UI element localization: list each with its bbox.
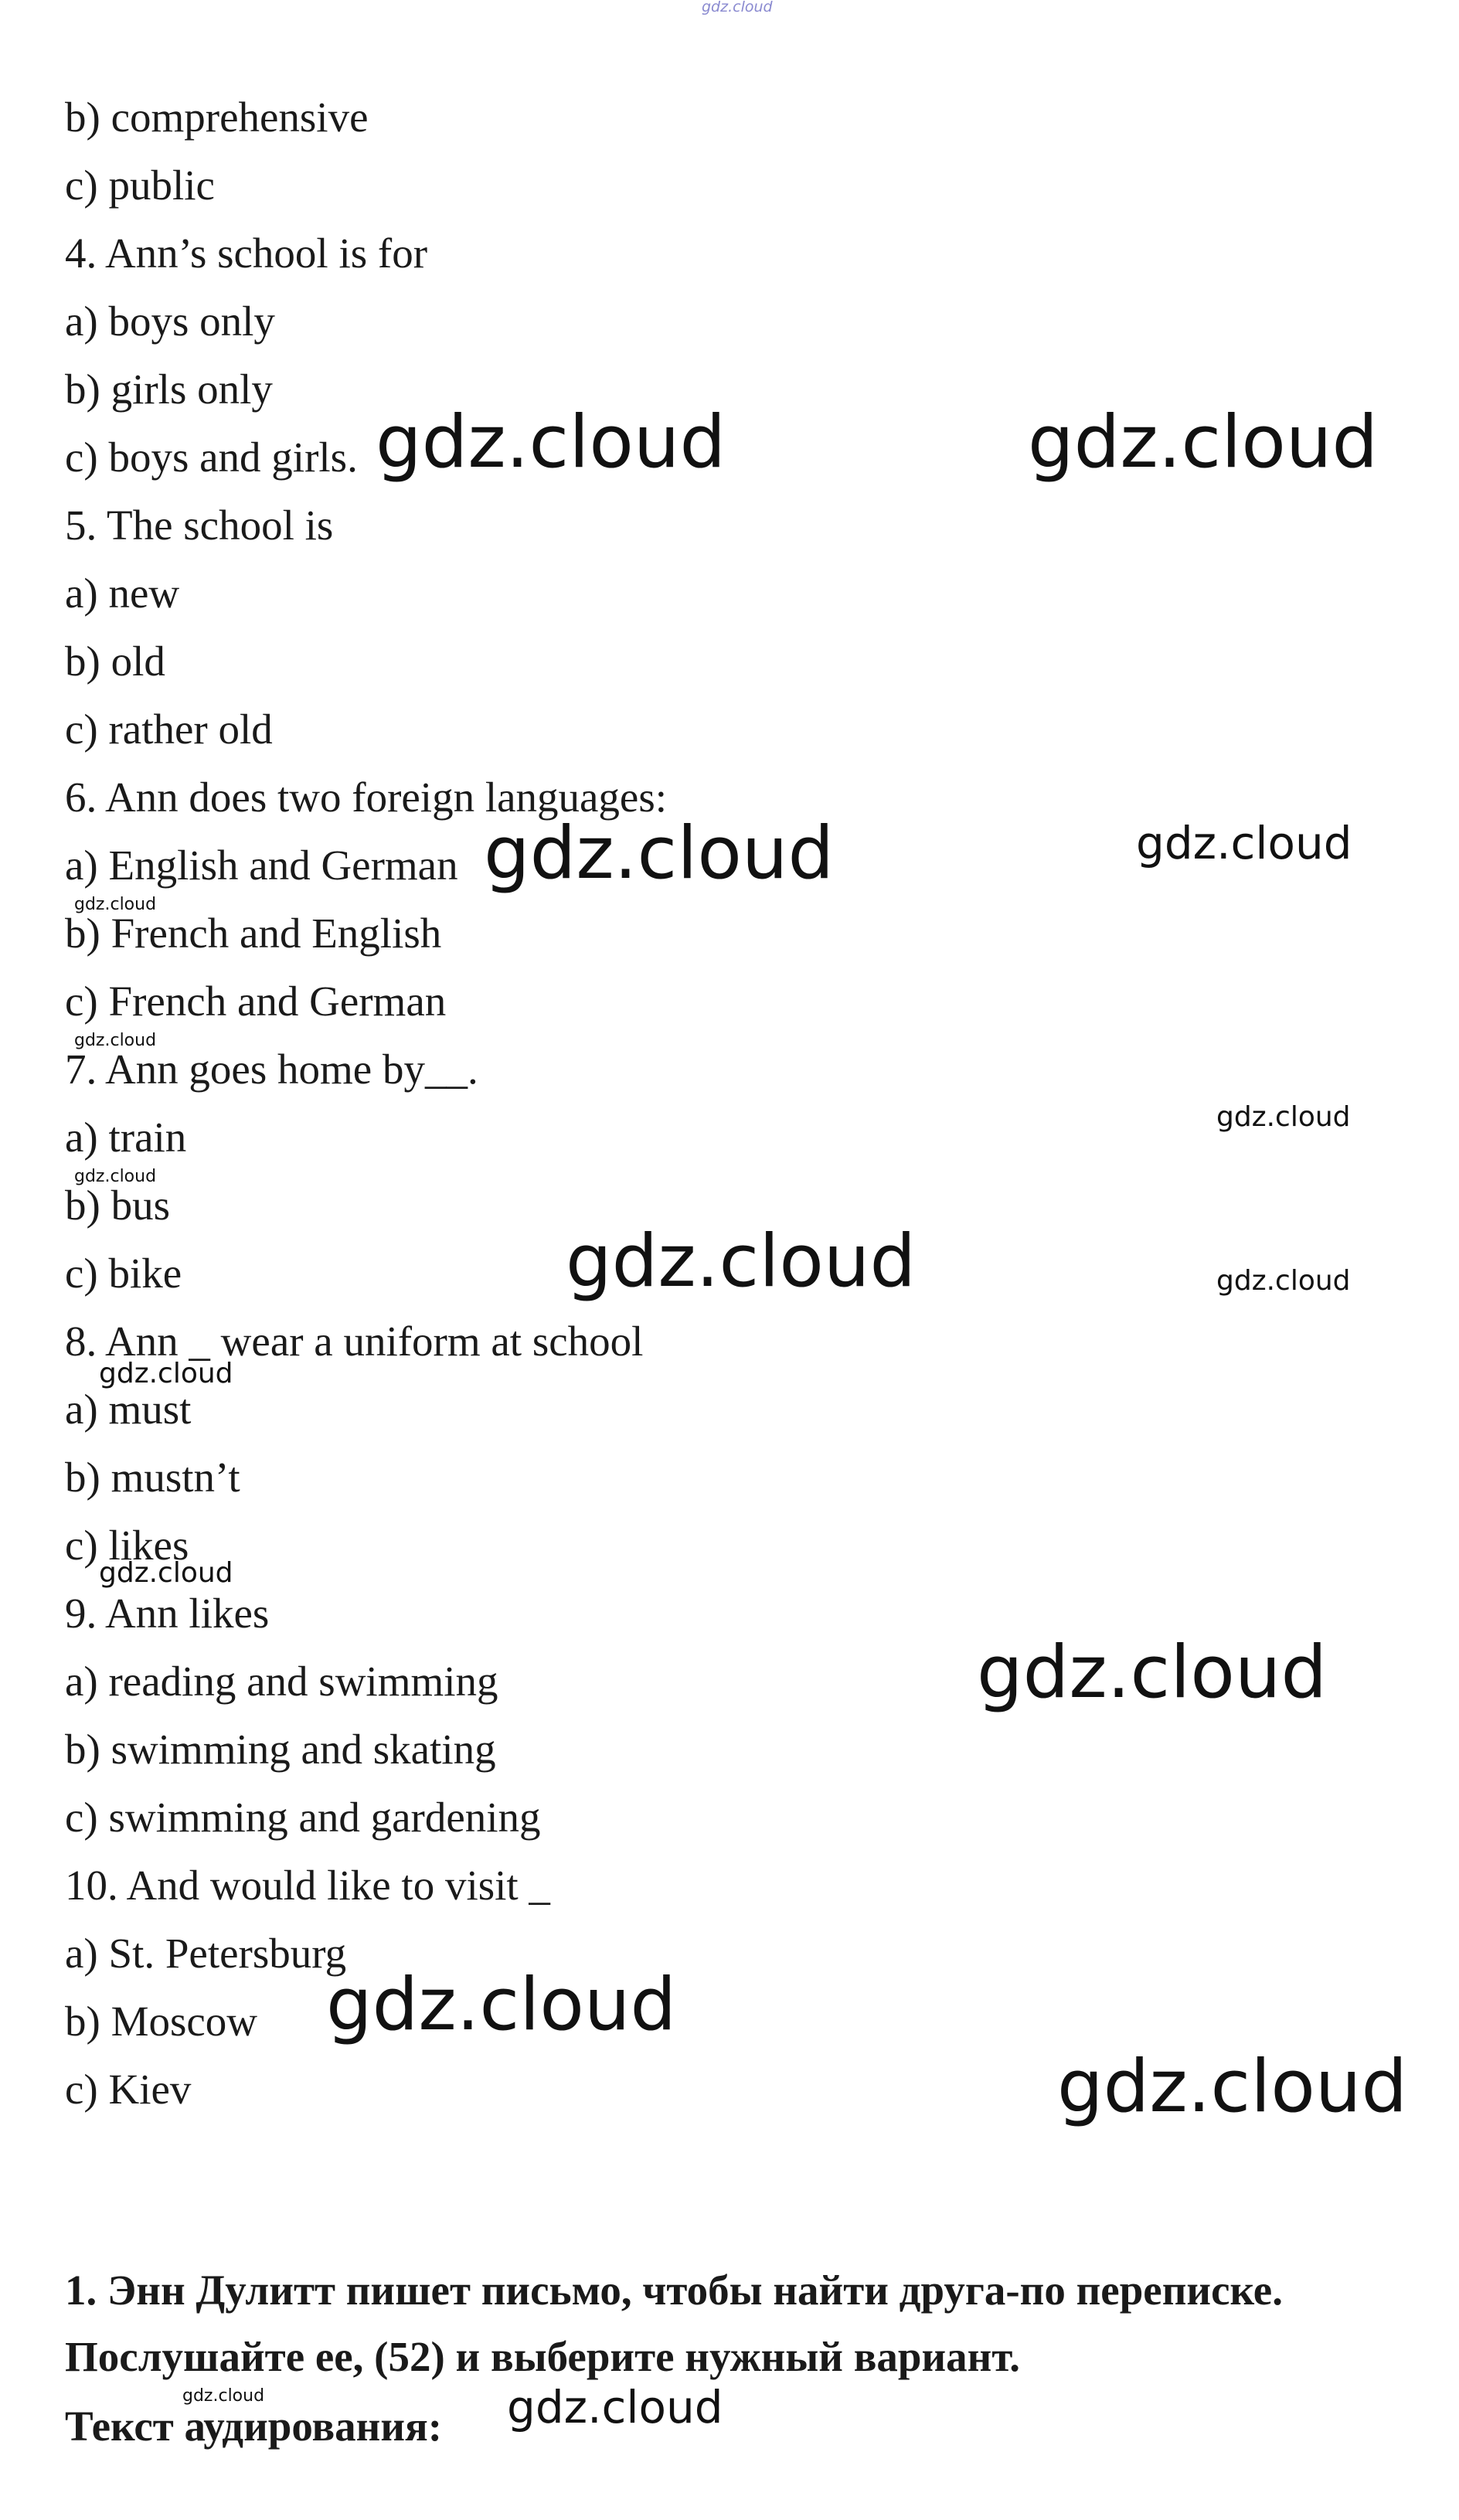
question-4: 4. Ann’s school is for [65,230,428,277]
watermark-8: gdz.cloud [74,1167,157,1186]
option-8b: b) mustn’t [65,1454,240,1501]
watermark-9: gdz.cloud [566,1219,917,1304]
option-7b: b) bus [65,1182,170,1229]
question-5: 5. The school is [65,502,334,549]
option-2b: b) comprehensive [65,94,369,141]
watermark-17: gdz.cloud [507,2381,723,2433]
watermark-12: gdz.cloud [99,1557,233,1589]
option-5a: a) new [65,570,180,617]
watermark-6: gdz.cloud [74,1031,157,1050]
option-5b: b) old [65,638,165,685]
top-watermark: gdz.cloud [702,0,773,15]
option-6a: a) English and German [65,842,458,889]
watermark-15: gdz.cloud [1057,2045,1408,2129]
watermark-7: gdz.cloud [1216,1101,1351,1133]
watermark-16: gdz.cloud [182,2386,265,2406]
task-heading-line2: Послушайте ее, (52) и выберите нужный вариант. [65,2333,1020,2380]
option-7a: a) train [65,1114,187,1161]
option-2c: c) public [65,162,215,209]
option-4c: c) boys and girls. [65,434,358,481]
watermark-14: gdz.cloud [326,1963,677,2047]
option-10b: b) Moscow [65,1998,258,2045]
option-5c: c) rather old [65,706,273,753]
option-6b: b) French and English [65,910,442,957]
question-6: 6. Ann does two foreign languages: [65,774,668,821]
watermark-13: gdz.cloud [977,1631,1328,1715]
watermark-3: gdz.cloud [484,811,835,896]
option-10a: a) St. Petersburg [65,1930,347,1977]
watermark-5: gdz.cloud [74,895,157,914]
option-9c: c) swimming and gardening [65,1794,541,1841]
watermark-2: gdz.cloud [1028,400,1379,485]
option-6c: c) French and German [65,978,447,1025]
option-9a: a) reading and swimming [65,1658,498,1705]
listening-text-label: Текст аудирования: [65,2403,443,2450]
watermark-10: gdz.cloud [1216,1265,1351,1297]
task-heading-line1: 1. Энн Дулитт пишет письмо, чтобы найти друга-по переписке. [65,2267,1283,2314]
question-8: 8. Ann _ wear a uniform at school [65,1318,644,1365]
question-7: 7. Ann goes home by__. [65,1046,478,1093]
option-4b: b) girls only [65,366,273,413]
watermark-1: gdz.cloud [376,400,726,485]
option-7c: c) bike [65,1250,182,1297]
option-9b: b) swimming and skating [65,1726,496,1773]
watermark-4: gdz.cloud [1136,817,1352,869]
option-8a: a) must [65,1386,192,1433]
option-4a: a) boys only [65,298,275,345]
question-10: 10. And would like to visit _ [65,1862,550,1909]
question-9: 9. Ann likes [65,1590,270,1637]
option-8c: c) likes [65,1522,189,1569]
watermark-11: gdz.cloud [99,1358,233,1389]
option-10c: c) Kiev [65,2066,192,2113]
